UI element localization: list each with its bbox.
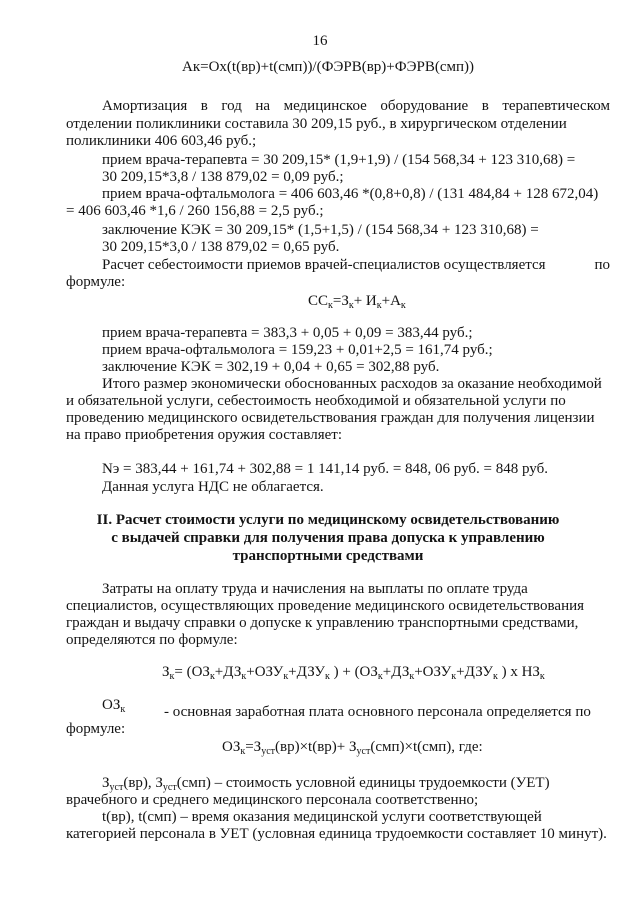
cost-intro-line-2: формуле: bbox=[66, 274, 126, 290]
oz-def-line-2: формуле: bbox=[66, 721, 126, 737]
labor-line-4: определяются по формуле: bbox=[66, 632, 238, 648]
formula-ak: Ак=Ох(t(вр)+t(смп))/(ФЭРВ(вр)+ФЭРВ(смп)) bbox=[182, 59, 474, 75]
calc-therapist-line-1: прием врача-терапевта = 30 209,15* (1,9+1,9) / (154 568,34 + 123 310,68) = bbox=[102, 152, 576, 168]
total-line-2: и обязательной услуги, себестоимость необходимой и обязательной услуги по bbox=[66, 393, 566, 409]
calc-kek-line-2: 30 209,15*3,0 / 138 879,02 = 0,65 руб. bbox=[102, 239, 340, 255]
labor-line-2: специалистов, осуществляющих проведение медицинского освидетельствования bbox=[66, 598, 585, 614]
page-number: 16 bbox=[312, 33, 328, 49]
calc-therapist-line-2: 30 209,15*3,8 / 138 879,02 = 0,09 руб.; bbox=[102, 169, 344, 185]
oz-def-line-1: - основная заработная плата основного персонала определяется по bbox=[164, 704, 591, 720]
calc-ophthalm-line-2: = 406 603,46 *1,6 / 260 156,88 = 2,5 руб.; bbox=[66, 203, 324, 219]
t-def-line-1: t(вр), t(смп) – время оказания медицинской услуги соответствующей bbox=[102, 809, 542, 825]
calc-kek-line-1: заключение КЭК = 30 209,15* (1,5+1,5) / (154 568,34 + 123 310,68) = bbox=[102, 222, 539, 238]
cost-line-kek: заключение КЭК = 302,19 + 0,04 + 0,65 = 302,88 руб. bbox=[102, 359, 440, 375]
formula-ozk: $ОЗ_к=З_{уст}(вр)\times t(вр)+ З_{уст}(смп)\times t(смп)$, где: bbox=[222, 739, 483, 757]
section-heading-line-2: с выдачей справки для получения права допуска к управлению bbox=[111, 530, 545, 546]
zuet-def-line-1: $З_{уст}(вр)$, $З_{уст}(смп)$ – стоимость условной единицы трудоемкости (УЕТ) bbox=[102, 775, 550, 793]
cost-line-ophthalm: прием врача-офтальмолога = 159,23 + 0,01+2,5 = 161,74 руб.; bbox=[102, 342, 493, 358]
formula-cc: $СС_к=З_к+ И_к+А_к$ bbox=[308, 293, 406, 311]
cost-line-therapist: прием врача-терапевта = 383,3 + 0,05 + 0,09 = 383,44 руб.; bbox=[102, 325, 473, 341]
section-heading-line-1: II. Расчет стоимости услуги по медицинскому освидетельствованию bbox=[96, 512, 560, 528]
calc-ophthalm-line-1: прием врача-офтальмолога = 406 603,46 *(0,8+0,8) / (131 484,84 + 128 672,04) bbox=[102, 186, 599, 202]
total-line-4: на право приобретения оружия составляет: bbox=[66, 427, 342, 443]
section-heading-line-3: транспортными средствами bbox=[232, 548, 424, 564]
t-def-line-2: категорией персонала в УЕТ (условная единица трудоемкости составляет 10 минут). bbox=[66, 826, 607, 842]
ne-formula: Nэ = 383,44 + 161,74 + 302,88 = 1 141,14 руб. = 848, 06 руб. = 848 руб. bbox=[102, 461, 548, 477]
amort-line-3: поликлиники 406 603,46 руб.; bbox=[66, 133, 257, 149]
total-line-1: Итого размер экономически обоснованных расходов за оказание необходимой bbox=[102, 376, 602, 392]
oz-term: $ОЗ_к$ bbox=[102, 697, 126, 715]
labor-line-1: Затраты на оплату труда и начисления на выплаты по оплате труда bbox=[102, 581, 528, 597]
amort-line-2: отделении поликлиники составила 30 209,15 руб., в хирургическом отделении bbox=[66, 116, 567, 132]
zuet-def-line-2: врачебного и среднего медицинского персонала соответственно; bbox=[66, 792, 479, 808]
labor-line-3: граждан и выдачу справки о допуске к управлению транспортными средствами, bbox=[66, 615, 579, 631]
total-line-3: проведению медицинского освидетельствования граждан для получения лицензии bbox=[66, 410, 595, 426]
formula-zk: $З_к= (ОЗ_к+ДЗ_к+ОЗУ_к+ДЗУ_к$ ) + ($ОЗ_к+ДЗ_к+ОЗУ_к+ДЗУ_к$ ) х $НЗ_к$ bbox=[162, 664, 545, 682]
nds-note: Данная услуга НДС не облагается. bbox=[102, 479, 324, 495]
cost-intro-line-1: Расчет себестоимости приемов врачей-специалистов осуществляется по bbox=[102, 257, 610, 273]
amort-line-1: Амортизация в год на медицинское оборудование в терапевтическом bbox=[102, 98, 610, 114]
